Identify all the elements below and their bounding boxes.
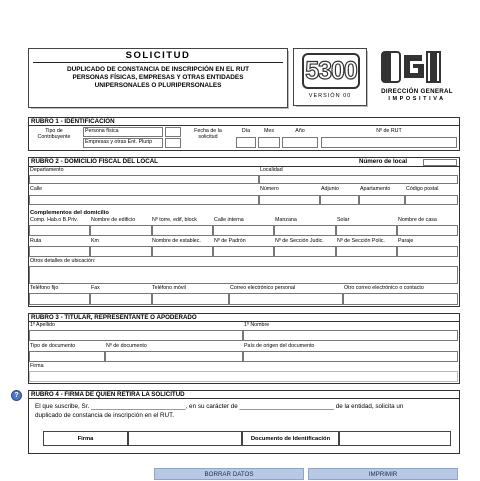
rubro-2-section [28, 157, 460, 307]
departamento-label: Departamento [30, 167, 64, 173]
doc-id-label-cell [242, 431, 339, 446]
comp-hab-input[interactable] [29, 225, 90, 236]
declaration-text-b: , en su carácter de [185, 403, 240, 410]
nombre-label: 1º Nombre [244, 322, 270, 328]
anio-input[interactable] [282, 137, 318, 148]
mes-label: Mes [263, 128, 274, 134]
nombre-casa-input[interactable] [397, 225, 458, 236]
calle-input[interactable] [29, 195, 259, 205]
org-name-line2: IMPOSITIVA [388, 96, 446, 102]
form-version: VERSIÓN 00 [308, 93, 352, 99]
empresas-label: Empresas y otras Ent. Plurip [85, 139, 153, 145]
comp-hab-label: Comp. Hab.o B.Priv. [30, 217, 78, 223]
form-number: 5300 [302, 53, 360, 89]
otro-correo-label: Otro correo electrónico o contacto [344, 285, 424, 291]
paraje-label: Paraje [398, 238, 414, 244]
firma-retira-label: Firma [77, 436, 94, 442]
numero-documento-input[interactable] [105, 351, 243, 362]
otro-correo-input[interactable] [343, 293, 458, 305]
seccion-policial-input[interactable] [336, 246, 397, 257]
pais-documento-label: País de origen del documento [244, 343, 315, 349]
tipo-label-line2: Contribuyente [37, 133, 71, 140]
dia-input[interactable] [236, 137, 256, 148]
persona-fisica-label: Persona física [85, 128, 119, 134]
help-icon[interactable]: ? [11, 390, 22, 401]
telefono-movil-input[interactable] [152, 293, 229, 305]
clear-data-button[interactable]: BORRAR DATOS [154, 468, 304, 480]
paraje-input[interactable] [397, 246, 458, 257]
fecha-label-line2: solicitud [198, 133, 218, 140]
declaration-line-1 [35, 403, 403, 410]
tipo-contribuyente-label [34, 129, 74, 141]
form-code-box [293, 48, 367, 106]
establecimiento-label: Nombre de establec. [152, 238, 201, 244]
persona-fisica-checkbox[interactable] [165, 127, 181, 137]
caracter-blank[interactable]: ___________________________ [239, 403, 335, 410]
codigo-postal-input[interactable] [405, 195, 458, 205]
declaration-text-a: El que suscribe, Sr. [35, 403, 91, 410]
km-input[interactable] [90, 246, 152, 257]
otros-detalles-label: Otros detalles de ubicación: [30, 258, 96, 264]
apellido-input[interactable] [29, 330, 243, 341]
tipo-documento-label: Tipo de documento [30, 343, 76, 349]
fax-input[interactable] [90, 293, 152, 305]
calle-interna-label: Calle interna [214, 217, 244, 223]
rubro-3-section [28, 313, 460, 384]
title-box [28, 48, 288, 108]
padron-label: Nº de Padrón [214, 238, 246, 244]
apartamento-input[interactable] [359, 195, 405, 205]
numero-label: Número [260, 186, 279, 192]
rubro-1-section [28, 117, 460, 151]
complementos-label: Complementos del domicilio [30, 210, 109, 216]
nombre-casa-label: Nombre de casa [398, 217, 437, 223]
form-title: SOLICITUD [125, 50, 191, 61]
adjunto-input[interactable] [320, 195, 359, 205]
telefono-fijo-input[interactable] [29, 293, 90, 305]
mes-input[interactable] [258, 137, 280, 148]
dia-label: Día [241, 128, 251, 134]
form-subtitle [31, 66, 285, 91]
correo-personal-label: Correo electrónico personal [230, 285, 296, 291]
tipo-label-line1: Tipo de [45, 128, 63, 134]
nombre-edificio-label: Nombre de edificio [91, 217, 136, 223]
seccion-policial-label: Nº de Sección Polic. [337, 238, 385, 244]
solar-input[interactable] [336, 225, 397, 236]
rut-label: Nº de RUT [376, 128, 402, 134]
calle-label: Calle [30, 186, 43, 192]
print-button[interactable]: IMPRIMIR [308, 468, 458, 480]
rubro-4-title: RUBRO 4 - FIRMA DE QUIEN RETIRA LA SOLICITUD [29, 391, 459, 399]
numero-input[interactable] [259, 195, 320, 205]
solar-label: Solar [337, 217, 350, 223]
doc-id-input[interactable] [339, 431, 451, 446]
localidad-label: Localidad [260, 167, 283, 173]
doc-id-label: Documento de Identificación [250, 436, 331, 442]
firma-label-cell [43, 431, 128, 446]
apartamento-label: Apartamento [360, 186, 391, 192]
codigo-postal-label: Código postal [406, 186, 439, 192]
empresas-checkbox[interactable] [165, 138, 181, 148]
tipo-documento-input[interactable] [29, 351, 105, 362]
telefono-movil-label: Teléfono móvil [152, 285, 186, 291]
establecimiento-input[interactable] [152, 246, 213, 257]
apellido-label: 1º Apellido [30, 322, 55, 328]
nombre-edificio-input[interactable] [90, 225, 152, 236]
dgi-logo-icon [380, 49, 444, 85]
departamento-input[interactable] [29, 175, 259, 184]
rubro-2-title: RUBRO 2 - DOMICILIO FISCAL DEL LOCAL [29, 158, 459, 167]
fecha-label-line1: Fecha de la [194, 128, 222, 134]
ruta-input[interactable] [29, 246, 90, 257]
correo-personal-input[interactable] [229, 293, 343, 305]
empresas-option[interactable] [83, 138, 163, 148]
seccion-judicial-input[interactable] [274, 246, 336, 257]
declaration-text-c: de la entidad, solicita un [334, 403, 404, 410]
firma-area[interactable] [29, 371, 458, 382]
rubro-3-title: RUBRO 3 - TITULAR, REPRESENTANTE O APODERADO [29, 314, 459, 322]
numero-local-label: Número de local [359, 158, 408, 165]
calle-interna-input[interactable] [213, 225, 274, 236]
numero-documento-label: Nº de documento [106, 343, 147, 349]
subtitle-line: PERSONAS FÍSICAS, EMPRESAS Y OTRAS ENTIDADES [72, 74, 244, 82]
org-name-line1: DIRECCIÓN GENERAL [381, 88, 453, 95]
manzana-input[interactable] [274, 225, 336, 236]
pais-documento-input[interactable] [243, 351, 458, 362]
padron-input[interactable] [213, 246, 274, 257]
anio-label: Año [295, 128, 305, 134]
ruta-label: Ruta [30, 238, 42, 244]
fecha-solicitud-label [183, 129, 233, 141]
declaration-line-2: duplicado de constancia de inscripción en el RUT. [35, 412, 174, 419]
persona-fisica-option[interactable] [83, 127, 163, 137]
manzana-label: Manzana [275, 217, 297, 223]
km-label: Km [91, 238, 99, 244]
torre-label: Nº torre, edif, block [152, 217, 197, 223]
numero-local-input[interactable] [423, 159, 457, 166]
suscribe-name-blank[interactable]: ___________________________ [91, 403, 186, 410]
seccion-judicial-label: Nº de Sección Judic. [275, 238, 324, 244]
rubro-4-section [28, 390, 460, 454]
firma-label: Firma [30, 363, 44, 369]
rubro-1-title: RUBRO 1 - IDENTIFICACIÓN [29, 118, 459, 126]
rut-input[interactable] [321, 137, 457, 148]
adjunto-label: Adjunto [321, 186, 339, 192]
fax-label: Fax [91, 285, 100, 291]
subtitle-line: DUPLICADO DE CONSTANCIA DE INSCRIPCIÓN EN EL RUT [66, 66, 250, 73]
title-divider [33, 62, 283, 63]
subtitle-line: UNIPERSONALES O PLURIPERSONALES [94, 82, 222, 90]
nombre-input[interactable] [243, 330, 458, 341]
otros-detalles-input[interactable] [29, 266, 458, 284]
firma-retira-input[interactable] [128, 431, 242, 446]
telefono-fijo-label: Teléfono fijo [30, 285, 59, 291]
torre-input[interactable] [152, 225, 213, 236]
localidad-input[interactable] [259, 175, 458, 184]
